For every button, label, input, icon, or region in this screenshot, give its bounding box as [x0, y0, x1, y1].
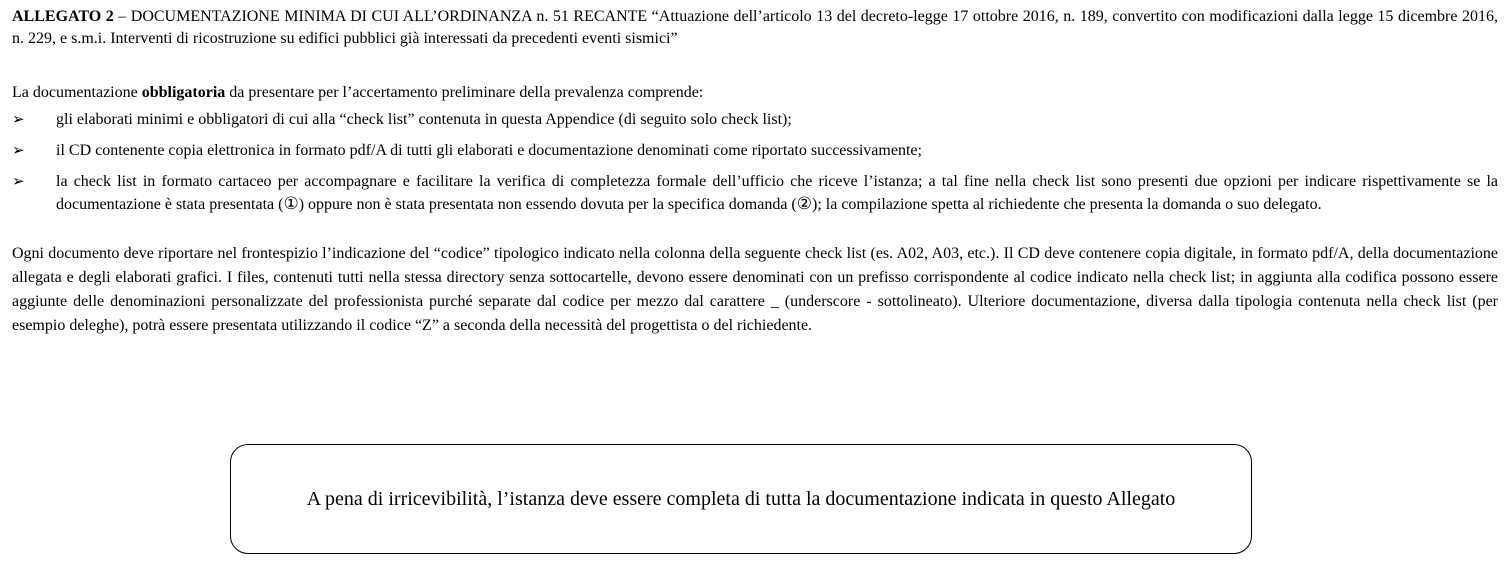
- list-item-text: il CD contenente copia elettronica in formato pdf/A di tutti gli elaborati e documentazione denominati come riportato successivamente;: [56, 142, 922, 159]
- requirements-list: [12, 108, 1498, 216]
- arrow-bullet-icon: ➢: [12, 110, 25, 128]
- heading-text: – DOCUMENTAZIONE MINIMA DI CUI ALL’ORDINANZA n. 51 RECANTE “Attuazione dell’articolo 13 del decreto-legge 17 ottobre 2016, n. 189, convertito con modificazioni dalla legge 15 dicembre 2016, n. 229, e s.m.i. Interventi di ricostruzione su edifici pubblici già interessati da precedenti eventi sismici”: [12, 8, 1498, 47]
- document-page: [12, 6, 1498, 338]
- document-heading: [12, 6, 1498, 50]
- list-item: [12, 108, 1498, 131]
- heading-lead: ALLEGATO 2: [12, 8, 114, 25]
- intro-sentence: [12, 82, 1498, 104]
- notice-text: A pena di irricevibilità, l’istanza deve essere completa di tutta la documentazione indicata in questo Allegato: [306, 488, 1176, 510]
- arrow-bullet-icon: ➢: [12, 141, 25, 159]
- circled-one-icon: ①: [283, 194, 299, 214]
- naming-rules-paragraph: Ogni documento deve riportare nel frontespizio l’indicazione del “codice” tipologico indicato nella colonna della seguente check list (es. A02, A03, etc.). Il CD deve contenere copia digitale, in formato pdf/A, della documentazione allegata e degli elaborati grafici. I files, contenuti tutti nella stessa directory senza sottocartelle, devono essere denominati con un prefisso corrispondente al codice indicato nella check list; in aggiunta alla codifica possono essere aggiunte delle denominazioni personalizzate del professionista purché separate dal codice per mezzo dal carattere _ (underscore - sottolineato). Ulteriore documentazione, diversa dalla tipologia contenuta nella check list (per esempio deleghe), potrà essere presentata utilizzando il codice “Z” a seconda della necessità del progettista o del richiedente.: [12, 245, 1498, 334]
- arrow-bullet-icon: ➢: [12, 172, 25, 190]
- list-item-text-part3: ); la compilazione spetta al richiedente che presenta la domanda o suo delegato.: [812, 196, 1322, 213]
- list-item-text-part2: ) oppure non è stata presentata non essendo dovuta per la specifica domanda (: [298, 196, 797, 213]
- intro-after: da presentare per l’accertamento preliminare della prevalenza comprende:: [225, 84, 704, 101]
- notice-box: [230, 444, 1252, 554]
- list-item: [12, 170, 1498, 216]
- list-item-text-part1: la check list in formato cartaceo per accompagnare e facilitare la verifica di completezza formale dell’ufficio che riceve l’istanza; a tal fine nella check list sono presenti due opzioni per indicare rispettivamente se la documentazione è stata presentata (: [56, 173, 1498, 213]
- list-item: [12, 139, 1498, 162]
- intro-emphasis: obbligatoria: [141, 84, 226, 101]
- list-item-text: gli elaborati minimi e obbligatori di cui alla “check list” contenuta in questa Appendice (di seguito solo check list);: [56, 111, 792, 128]
- intro-before: La documentazione: [12, 84, 142, 101]
- circled-two-icon: ②: [796, 194, 812, 214]
